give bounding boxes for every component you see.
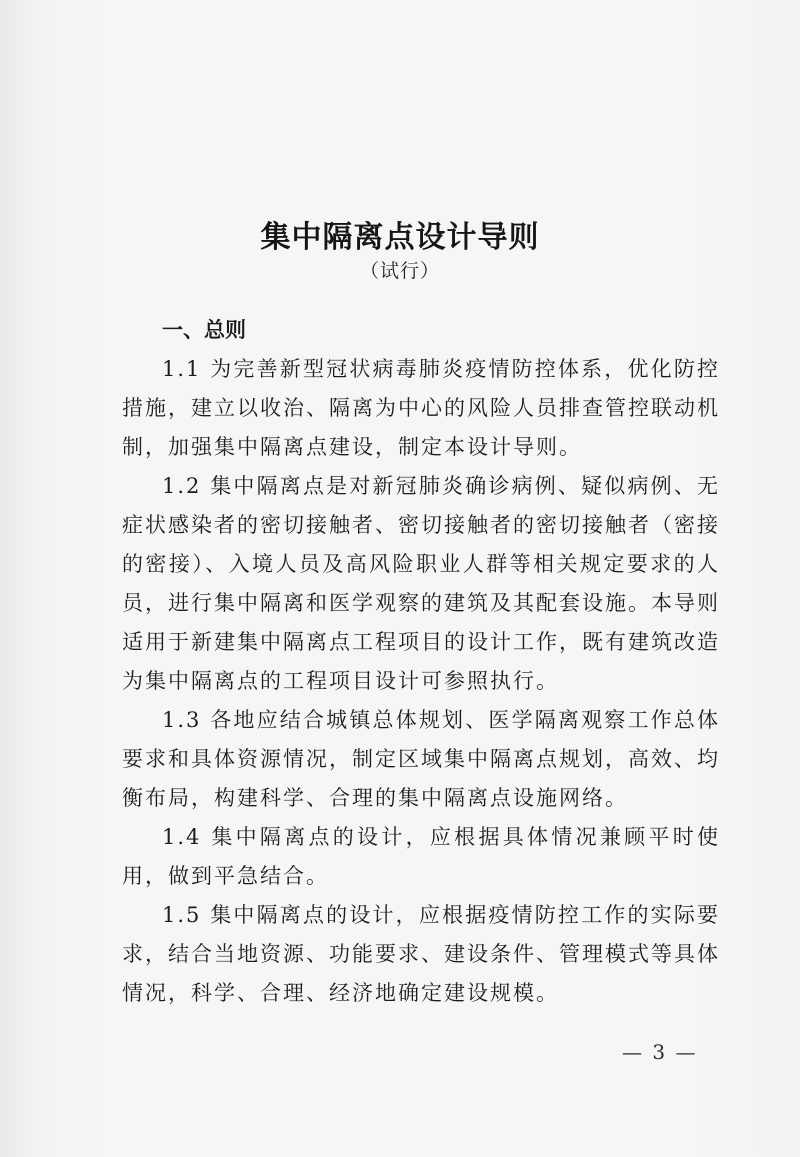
paragraph-1-4: 1.4 集中隔离点的设计，应根据具体情况兼顾平时使用，做到平急结合。 [122,825,720,888]
section-heading: 一、总则 [162,318,246,342]
document-subtitle: （试行） [359,260,440,282]
paragraph-1-5: 1.5 集中隔离点的设计，应根据疫情防控工作的实际要求，结合当地资源、功能要求、建设条件、管理模式等具体情况，科学、合理、经济地确定建设规模。 [122,903,720,1005]
paragraph-1-1: 1.1 为完善新型冠状病毒肺炎疫情防控体系，优化防控措施，建立以收治、隔离为中心的风险人员排查管控联动机制，加强集中隔离点建设，制定本设计导则。 [122,357,720,459]
paragraph-1-2: 1.2 集中隔离点是对新冠肺炎确诊病例、疑似病例、无症状感染者的密切接触者、密切接触者的密切接触者（密接的密接）、入境人员及高风险职业人群等相关规定要求的人员，进行集中隔离和医学观察的建筑及其配套设施。本导则适用于新建集中隔离点工程项目的设计工作，既有建筑改造为集中隔离点的工程项目设计可参照执行。 [122,474,720,693]
paragraph-1-3: 1.3 各地应结合城镇总体规划、医学隔离观察工作总体要求和具体资源情况，制定区域集中隔离点规划，高效、均衡布局，构建科学、合理的集中隔离点设施网络。 [122,708,720,810]
page-number: — 3 — [622,1040,698,1064]
document-body [122,312,720,1013]
document-title: 集中隔离点设计导则 [260,220,540,255]
